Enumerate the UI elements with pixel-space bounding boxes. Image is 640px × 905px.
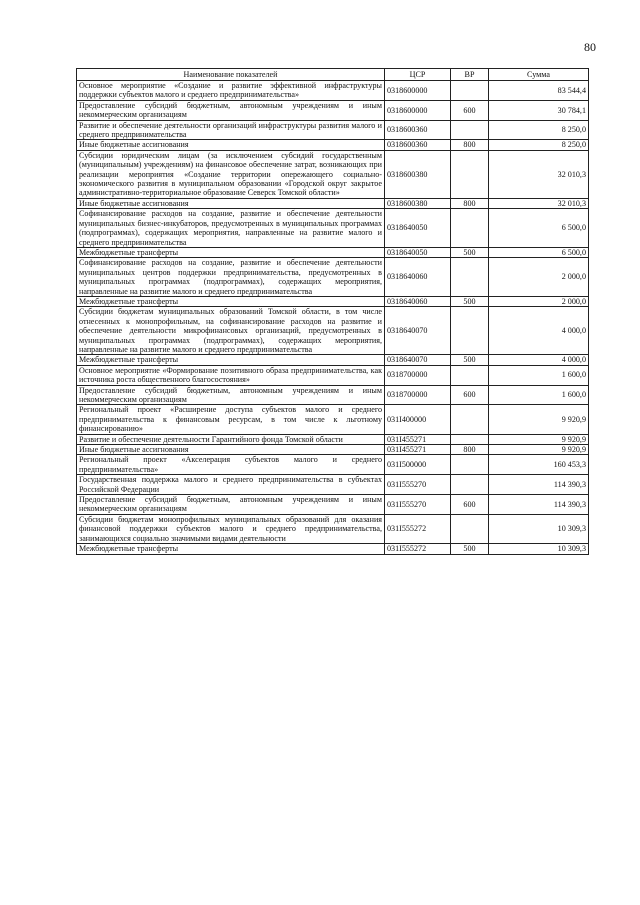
cell-name: Межбюджетные трансферты — [77, 355, 385, 365]
table-row — [77, 434, 589, 444]
cell-csr: 031I455271 — [385, 445, 451, 455]
cell-sum: 30 784,1 — [489, 100, 589, 120]
cell-name: Основное мероприятие «Создание и развитие эффективной инфраструктуры поддержки субъектов малого и среднего предпринимательства» — [77, 81, 385, 101]
cell-name: Иные бюджетные ассигнования — [77, 198, 385, 208]
cell-sum: 6 500,0 — [489, 247, 589, 257]
cell-sum: 9 920,9 — [489, 434, 589, 444]
cell-csr: 0318640070 — [385, 307, 451, 355]
table-row — [77, 455, 589, 475]
cell-sum: 2 000,0 — [489, 296, 589, 306]
header-sum: Сумма — [489, 69, 589, 81]
cell-vr: 800 — [451, 140, 489, 150]
cell-sum: 4 000,0 — [489, 355, 589, 365]
header-vr: ВР — [451, 69, 489, 81]
cell-sum: 114 390,3 — [489, 495, 589, 515]
cell-vr: 800 — [451, 445, 489, 455]
cell-sum: 32 010,3 — [489, 150, 589, 198]
budget-table — [76, 68, 589, 555]
cell-vr: 500 — [451, 544, 489, 554]
header-csr: ЦСР — [385, 69, 451, 81]
cell-csr: 031I555270 — [385, 495, 451, 515]
cell-sum: 9 920,9 — [489, 445, 589, 455]
cell-name: Субсидии бюджетам муниципальных образований Томской области, в том числе отнесенных к монопрофильным, на софинансирование расходов на развитие и обеспечение деятельности микрофинансовых организаций, предусмотренных в муниципальных программах (подпрограммах), содержащих мероприятия, направленные на развитие малого и среднего предпринимательства — [77, 307, 385, 355]
table-row — [77, 100, 589, 120]
cell-vr — [451, 209, 489, 248]
cell-vr — [451, 514, 489, 543]
cell-csr: 0318600380 — [385, 198, 451, 208]
cell-name: Предоставление субсидий бюджетным, автономным учреждениям и иным некоммерческим организациям — [77, 100, 385, 120]
cell-sum: 10 309,3 — [489, 514, 589, 543]
cell-csr: 0318640060 — [385, 258, 451, 297]
cell-csr: 0318600360 — [385, 140, 451, 150]
table-row — [77, 150, 589, 198]
table-row — [77, 385, 589, 405]
cell-sum: 8 250,0 — [489, 120, 589, 140]
cell-csr: 0318600000 — [385, 100, 451, 120]
cell-csr: 0318640050 — [385, 247, 451, 257]
table-row — [77, 296, 589, 306]
cell-vr — [451, 475, 489, 495]
cell-csr: 031I500000 — [385, 455, 451, 475]
cell-csr: 031I400000 — [385, 405, 451, 434]
table-row — [77, 475, 589, 495]
cell-name: Иные бюджетные ассигнования — [77, 140, 385, 150]
cell-sum: 1 600,0 — [489, 365, 589, 385]
table-row — [77, 544, 589, 554]
cell-vr — [451, 258, 489, 297]
cell-sum: 8 250,0 — [489, 140, 589, 150]
cell-csr: 031I555270 — [385, 475, 451, 495]
table-row — [77, 209, 589, 248]
cell-csr: 0318640060 — [385, 296, 451, 306]
cell-sum: 1 600,0 — [489, 385, 589, 405]
cell-vr: 600 — [451, 385, 489, 405]
cell-csr: 0318640070 — [385, 355, 451, 365]
cell-sum: 160 453,3 — [489, 455, 589, 475]
cell-vr: 500 — [451, 247, 489, 257]
cell-csr: 031I555272 — [385, 514, 451, 543]
cell-sum: 4 000,0 — [489, 307, 589, 355]
cell-sum: 114 390,3 — [489, 475, 589, 495]
cell-vr: 800 — [451, 198, 489, 208]
header-name: Наименование показателей — [77, 69, 385, 81]
cell-name: Межбюджетные трансферты — [77, 296, 385, 306]
cell-name: Субсидии юридическим лицам (за исключением субсидий государственным (муниципальным) учреждениям) на финансовое обеспечение затрат, возникающих при реализации мероприятия «Создание территории опережающего социально-экономического развития в муниципальном образовании «Городской округ закрытое административно-территориальное образование Северск Томской области» — [77, 150, 385, 198]
cell-csr: 0318640050 — [385, 209, 451, 248]
cell-name: Развитие и обеспечение деятельности Гарантийного фонда Томской области — [77, 434, 385, 444]
cell-sum: 32 010,3 — [489, 198, 589, 208]
cell-vr: 600 — [451, 495, 489, 515]
table-row — [77, 120, 589, 140]
cell-name: Предоставление субсидий бюджетным, автономным учреждениям и иным некоммерческим организациям — [77, 385, 385, 405]
cell-csr: 0318600380 — [385, 150, 451, 198]
table-row — [77, 355, 589, 365]
table-header-row — [77, 69, 589, 81]
table-row — [77, 405, 589, 434]
cell-csr: 031I555272 — [385, 544, 451, 554]
cell-sum: 83 544,4 — [489, 81, 589, 101]
cell-vr: 500 — [451, 355, 489, 365]
cell-csr: 031I455271 — [385, 434, 451, 444]
cell-sum: 2 000,0 — [489, 258, 589, 297]
table-row — [77, 365, 589, 385]
cell-vr — [451, 81, 489, 101]
cell-csr: 0318600360 — [385, 120, 451, 140]
cell-name: Региональный проект «Акселерация субъектов малого и среднего предпринимательства» — [77, 455, 385, 475]
cell-csr: 0318700000 — [385, 365, 451, 385]
cell-vr — [451, 150, 489, 198]
cell-vr: 500 — [451, 296, 489, 306]
cell-name: Иные бюджетные ассигнования — [77, 445, 385, 455]
cell-name: Субсидии бюджетам монопрофильных муниципальных образований для оказания финансовой поддержки субъектов малого и среднего предпринимательства, занимающихся социально значимыми видами деятельности — [77, 514, 385, 543]
cell-vr — [451, 434, 489, 444]
table-row — [77, 140, 589, 150]
cell-name: Межбюджетные трансферты — [77, 247, 385, 257]
cell-name: Предоставление субсидий бюджетным, автономным учреждениям и иным некоммерческим организациям — [77, 495, 385, 515]
page-number: 80 — [584, 40, 596, 54]
cell-name: Основное мероприятие «Формирование позитивного образа предпринимательства, как источника роста общественного благосостояния» — [77, 365, 385, 385]
cell-sum: 6 500,0 — [489, 209, 589, 248]
cell-name: Межбюджетные трансферты — [77, 544, 385, 554]
table-row — [77, 258, 589, 297]
cell-vr — [451, 455, 489, 475]
cell-vr — [451, 307, 489, 355]
cell-csr: 0318700000 — [385, 385, 451, 405]
cell-vr — [451, 120, 489, 140]
table-row — [77, 445, 589, 455]
cell-vr — [451, 365, 489, 385]
cell-name: Софинансирование расходов на создание, развитие и обеспечение деятельности муниципальных бизнес-инкубаторов, предусмотренных в муниципальных программах (подпрограммах), содержащих мероприятия, направленные на развитие малого и среднего предпринимательства — [77, 209, 385, 248]
table-row — [77, 495, 589, 515]
table-row — [77, 198, 589, 208]
cell-vr: 600 — [451, 100, 489, 120]
cell-sum: 9 920,9 — [489, 405, 589, 434]
table-row — [77, 307, 589, 355]
cell-name: Софинансирование расходов на создание, развитие и обеспечение деятельности муниципальных центров поддержки предпринимательства, предусмотренных в муниципальных программах (подпрограммах), содержащих мероприятия, направленные на развитие малого и среднего предпринимательства — [77, 258, 385, 297]
table-row — [77, 247, 589, 257]
cell-sum: 10 309,3 — [489, 544, 589, 554]
table-row — [77, 81, 589, 101]
cell-csr: 0318600000 — [385, 81, 451, 101]
cell-vr — [451, 405, 489, 434]
cell-name: Региональный проект «Расширение доступа субъектов малого и среднего предпринимательства к финансовым ресурсам, в том числе к льготному финансированию» — [77, 405, 385, 434]
cell-name: Государственная поддержка малого и среднего предпринимательства в субъектах Российской Федерации — [77, 475, 385, 495]
table-row — [77, 514, 589, 543]
cell-name: Развитие и обеспечение деятельности организаций инфраструктуры развития малого и среднего предпринимательства — [77, 120, 385, 140]
